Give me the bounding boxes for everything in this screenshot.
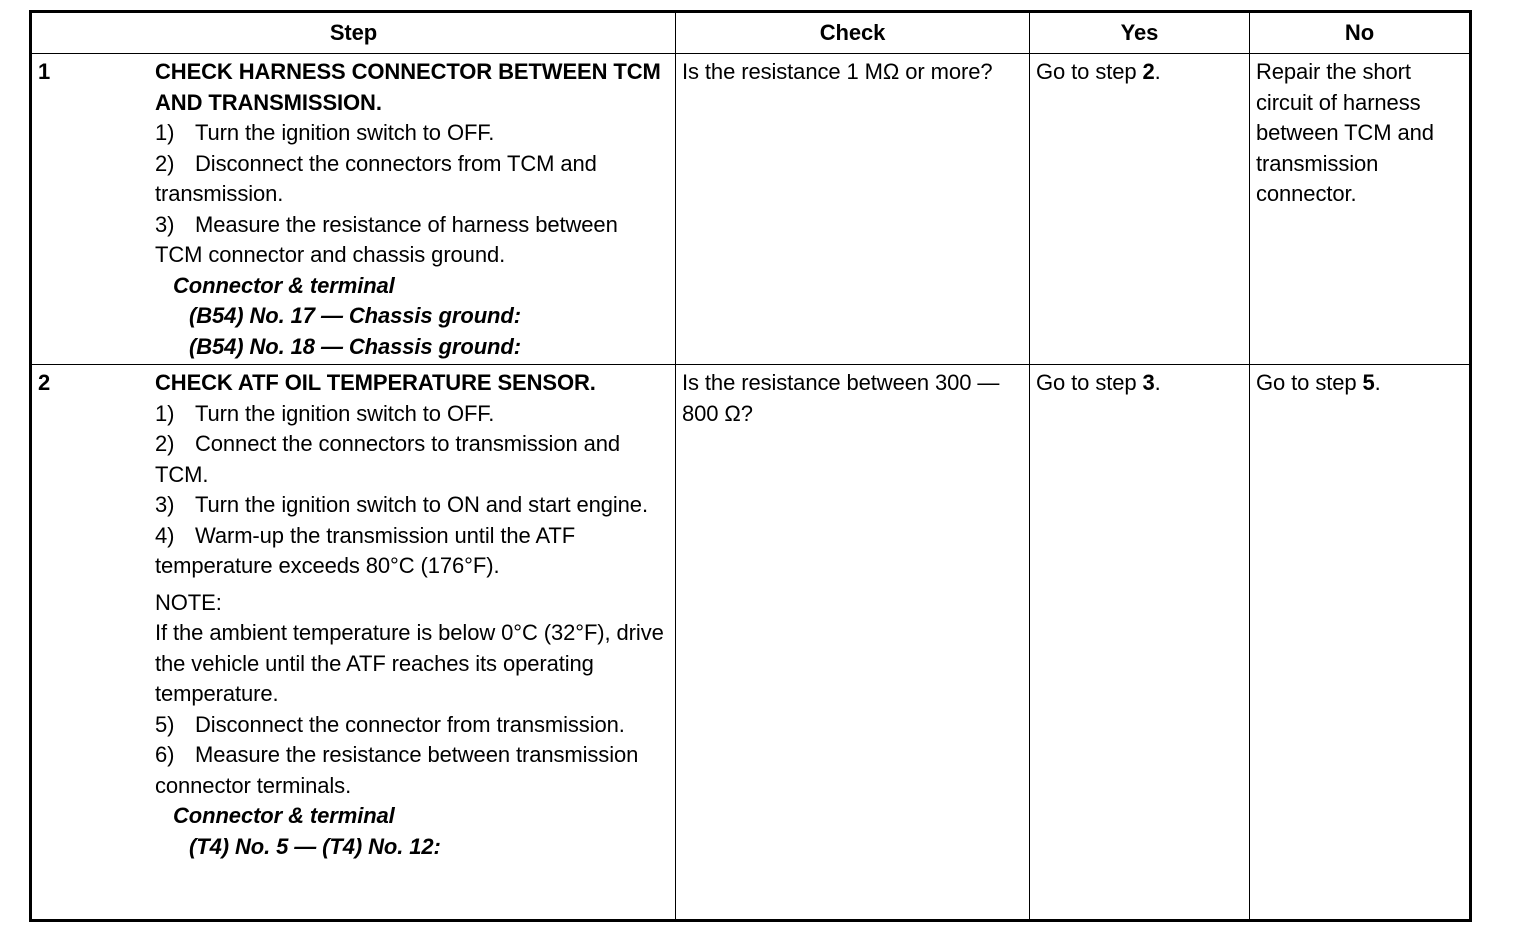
yes-suffix: . (1154, 370, 1161, 395)
no-cell (1250, 54, 1471, 365)
yes-text (1030, 365, 1249, 399)
instruction-text: Measure the resistance of harness between TCM connector and chassis ground. (155, 211, 618, 267)
instruction (155, 210, 669, 271)
instruction-number: 3) (155, 211, 175, 237)
no-text (1250, 365, 1469, 399)
connector-item: (B54) No. 18 — Chassis ground: (189, 333, 521, 359)
instruction-text: Measure the resistance between transmission connector terminals. (155, 742, 639, 798)
instruction (155, 710, 669, 741)
no-prefix: Go to step (1256, 370, 1363, 395)
step-number: 2 (38, 370, 51, 395)
check-text: Is the resistance between 300 — 800 Ω? (682, 370, 1000, 426)
table-row (31, 54, 1471, 365)
step-number: 1 (38, 59, 51, 84)
connector-label: Connector & terminal (173, 272, 395, 298)
step-body (155, 54, 675, 362)
check-cell (676, 365, 1030, 921)
check-cell (676, 54, 1030, 365)
yes-suffix: . (1154, 59, 1161, 84)
header-row (31, 12, 1471, 54)
step-cell (31, 54, 676, 365)
header-yes: Yes (1030, 12, 1250, 54)
instruction-text: Connect the connectors to transmission and TCM. (155, 431, 621, 487)
instruction-text: Disconnect the connector from transmission. (195, 711, 625, 737)
instruction-text: Disconnect the connectors from TCM and transmission. (155, 150, 597, 206)
instruction (155, 740, 669, 801)
instruction-text: Turn the ignition switch to OFF. (195, 400, 495, 426)
yes-step-number: 3 (1142, 370, 1155, 395)
yes-text (1030, 54, 1249, 88)
instruction-number: 4) (155, 522, 175, 548)
yes-prefix: Go to step (1036, 59, 1143, 84)
no-step-number: 5 (1362, 370, 1375, 395)
yes-cell (1030, 54, 1250, 365)
table-row (31, 365, 1471, 921)
no-text: Repair the short circuit of harness between TCM and transmission connector. (1256, 59, 1434, 206)
instruction-number: 3) (155, 492, 175, 517)
note-text: If the ambient temperature is below 0°C (32°F), drive the vehicle until the ATF reaches its operating temperature. (155, 620, 664, 706)
connector-label: Connector & terminal (173, 803, 395, 828)
check-text: Is the resistance 1 MΩ or more? (682, 59, 993, 84)
instruction-number: 2) (155, 431, 175, 456)
step-body (155, 365, 675, 862)
connector-item: (B54) No. 17 — Chassis ground: (189, 303, 521, 328)
instruction (155, 521, 669, 582)
instruction (155, 490, 669, 521)
step-cell (31, 365, 676, 921)
header-check: Check (676, 12, 1030, 54)
instruction-text: Turn the ignition switch to ON and start engine. (195, 492, 648, 517)
instruction (155, 399, 669, 430)
connector-item: (T4) No. 5 — (T4) No. 12: (189, 833, 441, 859)
no-cell (1250, 365, 1471, 921)
yes-cell (1030, 365, 1250, 921)
yes-prefix: Go to step (1036, 370, 1143, 395)
instruction-number: 1) (155, 400, 175, 426)
instruction-number: 2) (155, 150, 175, 176)
instruction (155, 149, 669, 210)
step-title: CHECK ATF OIL TEMPERATURE SENSOR. (155, 370, 596, 395)
header-no: No (1250, 12, 1471, 54)
yes-step-number: 2 (1142, 59, 1155, 84)
step-title: CHECK HARNESS CONNECTOR BETWEEN TCM AND TRANSMISSION. (155, 59, 661, 115)
instruction-text: Warm-up the transmission until the ATF temperature exceeds 80°C (176°F). (155, 522, 576, 578)
diagnostic-table (29, 10, 1472, 922)
instruction-number: 1) (155, 120, 175, 145)
header-step: Step (31, 12, 676, 54)
instruction-text: Turn the ignition switch to OFF. (195, 120, 495, 145)
note-label: NOTE: (155, 589, 222, 615)
instruction (155, 429, 669, 490)
instruction-number: 6) (155, 742, 175, 767)
instruction-number: 5) (155, 711, 175, 737)
no-suffix: . (1374, 370, 1381, 395)
instruction (155, 118, 669, 149)
